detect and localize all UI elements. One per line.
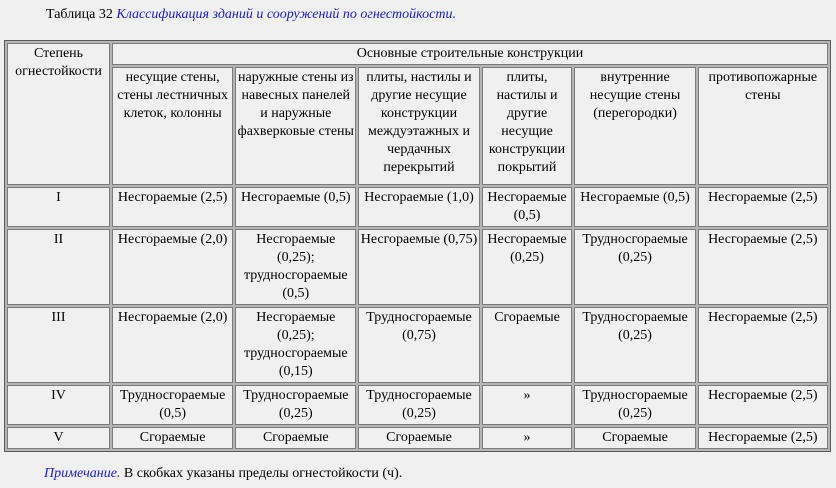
- degree-cell: IV: [7, 385, 110, 425]
- table-cell: Сгораемые: [112, 427, 233, 449]
- table-cell: Несгораемые (2,5): [698, 307, 828, 383]
- fire-resistance-table: [4, 40, 831, 452]
- group-header: Основные строительные конструкции: [112, 43, 828, 65]
- table-cell: Сгораемые: [235, 427, 356, 449]
- table-row: [7, 385, 828, 425]
- table-row: [7, 187, 828, 227]
- header-row-2: [7, 67, 828, 185]
- table-cell: Трудносгораемые (0,75): [358, 307, 479, 383]
- column-header: наружные стены из навесных панелей и наружные фахверковые стены: [235, 67, 356, 185]
- table-cell: Несгораемые (0,5): [482, 187, 573, 227]
- degree-header: Степень огнестойкости: [7, 43, 110, 185]
- table-cell: Несгораемые (2,5): [698, 427, 828, 449]
- table-cell: Несгораемые (0,5): [574, 187, 695, 227]
- table-cell: Несгораемые (1,0): [358, 187, 479, 227]
- table-row: [7, 307, 828, 383]
- degree-cell: II: [7, 229, 110, 305]
- table-cell: »: [482, 385, 573, 425]
- table-cell: Трудносгораемые (0,25): [574, 385, 695, 425]
- note-text: В скобках указаны пределы огнестойкости (ч).: [123, 466, 403, 481]
- table-cell: Несгораемые (0,25); трудносгораемые (0,5): [235, 229, 356, 305]
- degree-cell: V: [7, 427, 110, 449]
- note-label: Примечание.: [44, 466, 121, 481]
- table-cell: Несгораемые (2,5): [698, 229, 828, 305]
- table-cell: Несгораемые (0,25): [482, 229, 573, 305]
- table-cell: Несгораемые (0,75): [358, 229, 479, 305]
- table-caption: [46, 6, 456, 24]
- degree-cell: III: [7, 307, 110, 383]
- table-cell: Несгораемые (2,0): [112, 229, 233, 305]
- table-cell: Несгораемые (0,5): [235, 187, 356, 227]
- table-cell: Несгораемые (0,25); трудносгораемые (0,15): [235, 307, 356, 383]
- column-header: плиты, настилы и другие несущие конструкции покрытий: [482, 67, 573, 185]
- table-cell: Несгораемые (2,5): [698, 187, 828, 227]
- table-cell: Трудносгораемые (0,5): [112, 385, 233, 425]
- column-header: плиты, настилы и другие несущие конструкции междуэтажных и чердачных перекрытий: [358, 67, 479, 185]
- table-number: Таблица 32: [46, 7, 113, 22]
- header-row-1: [7, 43, 828, 65]
- table-cell: Сгораемые: [482, 307, 573, 383]
- table-row: [7, 427, 828, 449]
- table-row: [7, 229, 828, 305]
- table-cell: Несгораемые (2,0): [112, 307, 233, 383]
- table-cell: Трудносгораемые (0,25): [574, 229, 695, 305]
- column-header: внутренние несущие стены (перегородки): [574, 67, 695, 185]
- table-cell: »: [482, 427, 573, 449]
- table-cell: Несгораемые (2,5): [698, 385, 828, 425]
- table-cell: Сгораемые: [574, 427, 695, 449]
- table-cell: Трудносгораемые (0,25): [574, 307, 695, 383]
- table-cell: Сгораемые: [358, 427, 479, 449]
- table-cell: Несгораемые (2,5): [112, 187, 233, 227]
- table-cell: Трудносгораемые (0,25): [358, 385, 479, 425]
- table-title: Классификация зданий и сооружений по огнестойкости.: [116, 7, 456, 22]
- column-header: противопожарные стены: [698, 67, 828, 185]
- column-header: несущие стены, стены лестничных клеток, колонны: [112, 67, 233, 185]
- table-note: [44, 465, 402, 483]
- table-cell: Трудносгораемые (0,25): [235, 385, 356, 425]
- degree-cell: I: [7, 187, 110, 227]
